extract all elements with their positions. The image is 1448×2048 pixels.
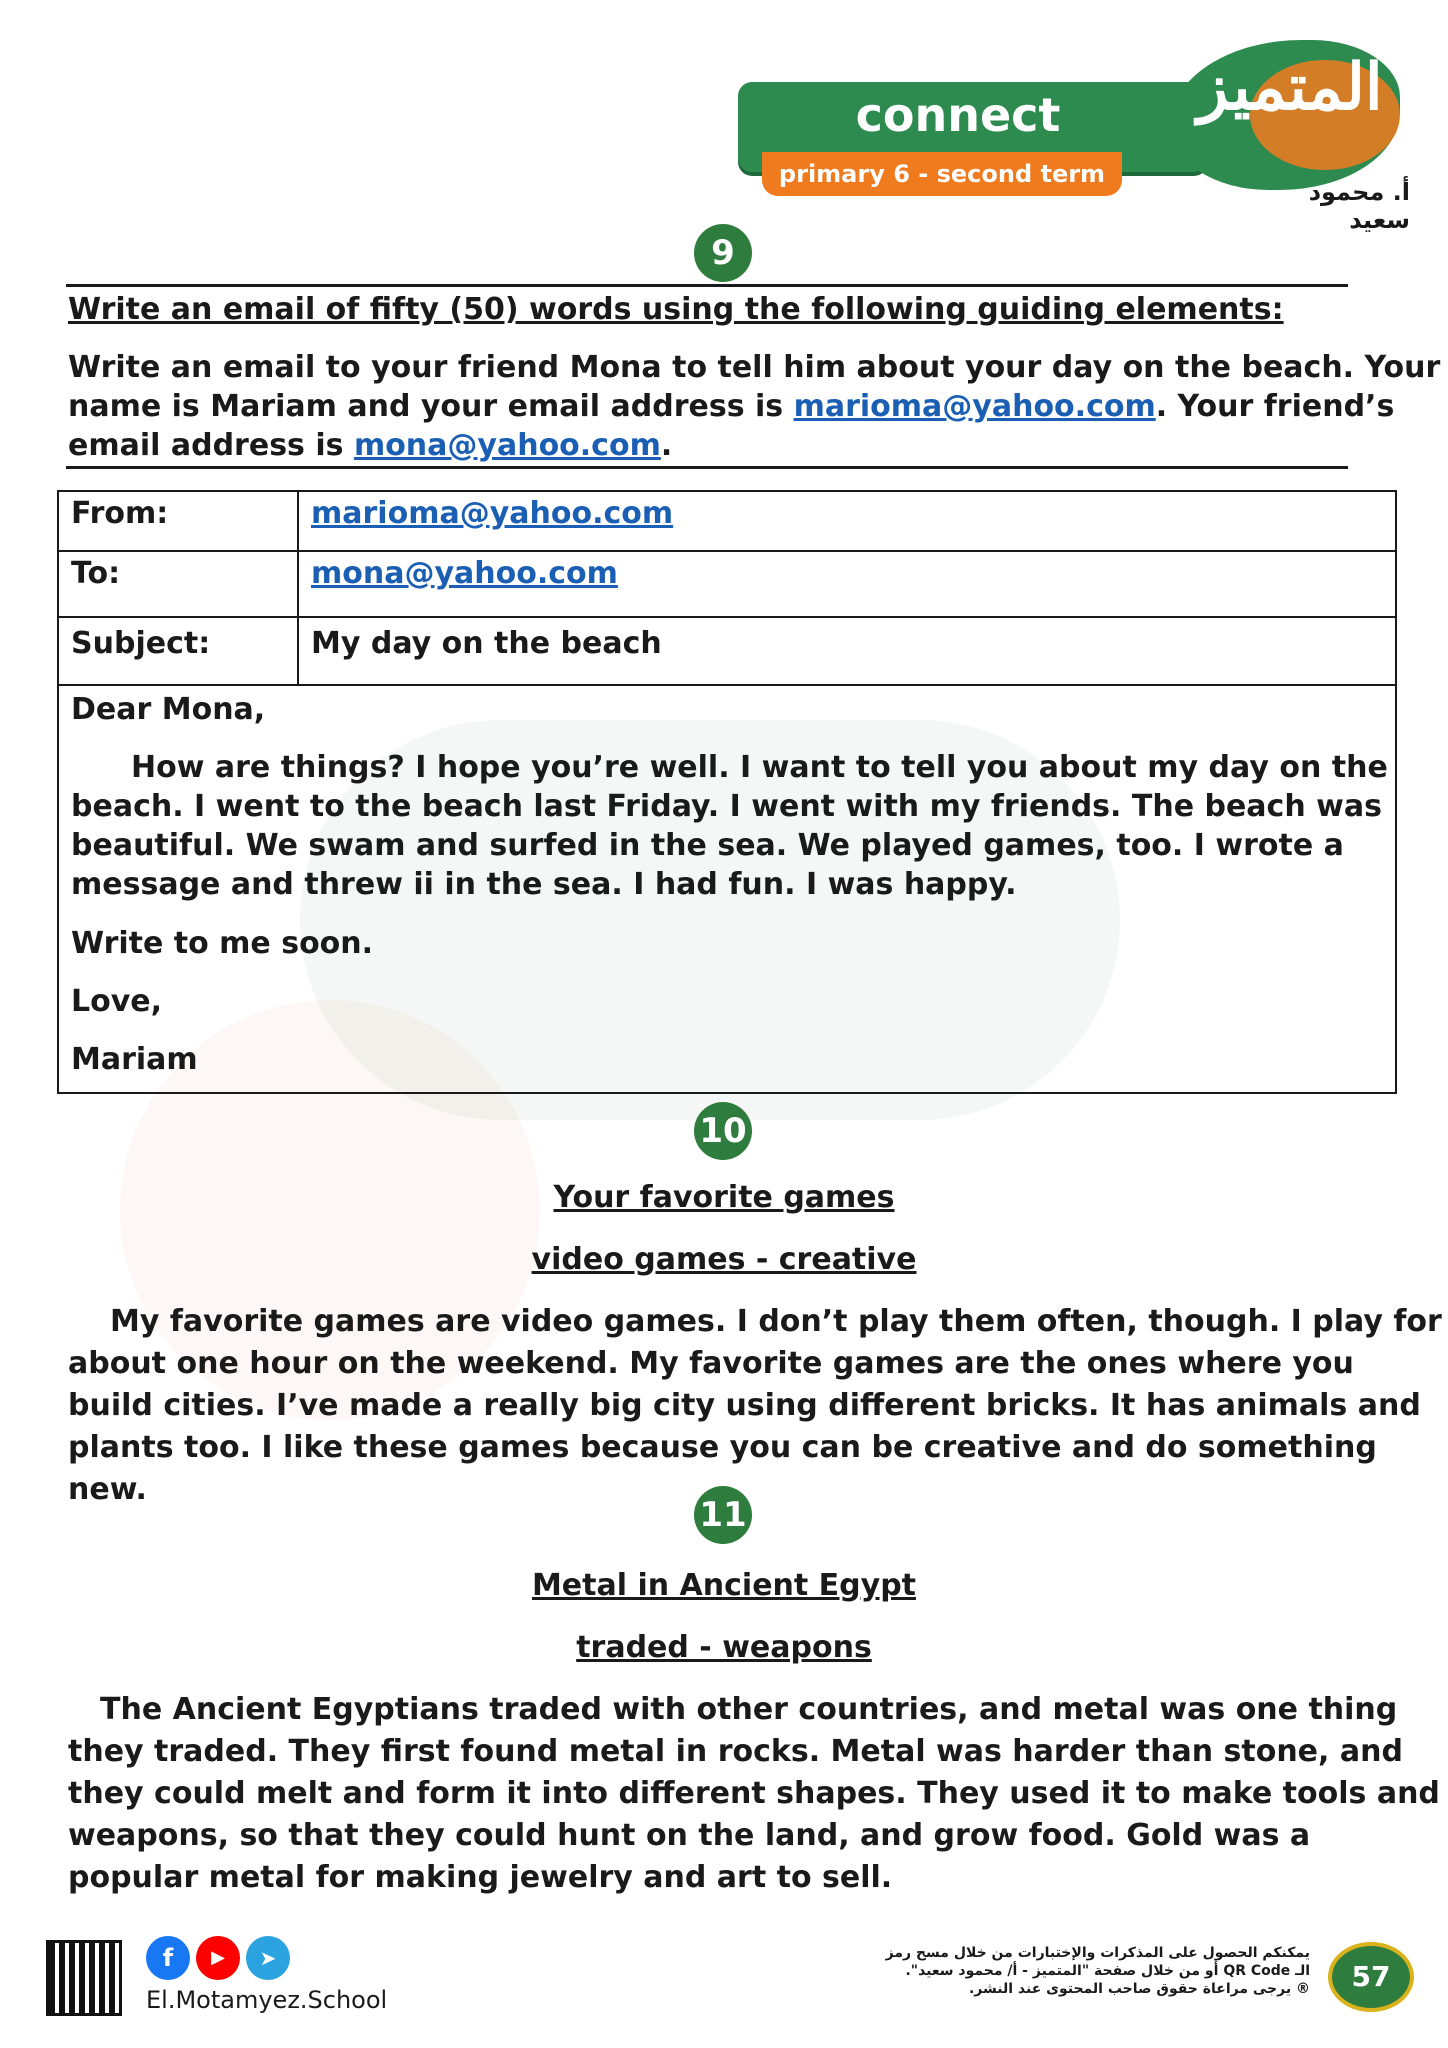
subject-label: Subject: [71, 626, 211, 661]
logo-name: المتميز [1197, 50, 1383, 125]
q11-keywords: traded - weapons [576, 1630, 872, 1665]
q11-line5: popular metal for making jewelry and art to sell. [68, 1860, 893, 1895]
q9-prompt-line2 [68, 387, 1394, 426]
subject-value: My day on the beach [311, 626, 662, 661]
question-10-badge: 10 [694, 1102, 752, 1160]
friend-email-link[interactable]: mona@yahoo.com [353, 428, 661, 463]
q10-line3: build cities. I’ve made a really big city using different bricks. It has animals and [68, 1388, 1421, 1423]
telegram-icon[interactable]: ➤ [246, 1936, 290, 1980]
q11-title: Metal in Ancient Egypt [531, 1568, 917, 1603]
to-value[interactable]: mona@yahoo.com [311, 556, 618, 591]
question-11-badge: 11 [694, 1486, 752, 1544]
email-closing-2: Love, [71, 984, 163, 1019]
email-closing-1: Write to me soon. [71, 926, 374, 961]
q11-line2: they traded. They first found metal in rocks. Metal was harder than stone, and [68, 1734, 1403, 1769]
from-label: From: [71, 496, 169, 531]
email-body-line1: How are things? I hope you’re well. I want to tell you about my day on the [131, 750, 1388, 785]
email-body-line4: message and threw ii in the sea. I had fun. I was happy. [71, 867, 1017, 902]
q10-keywords: video games - creative [531, 1242, 917, 1277]
divider-top [66, 284, 1348, 287]
divider-bottom [66, 466, 1348, 469]
header-subtitle: primary 6 - second term [762, 152, 1122, 196]
q10-line5: new. [68, 1472, 147, 1507]
page-number: 57 [1328, 1942, 1414, 2012]
youtube-icon[interactable]: ▶ [196, 1936, 240, 1980]
from-value[interactable]: marioma@yahoo.com [311, 496, 674, 531]
email-signature: Mariam [71, 1042, 198, 1077]
to-label: To: [71, 556, 121, 591]
q10-title: Your favorite games [553, 1180, 895, 1215]
q9-prompt-text: email address is [68, 428, 354, 463]
teacher-name: أ. محمود سعيد [1308, 178, 1410, 234]
email-from-row [59, 492, 1395, 552]
facebook-icon[interactable]: f [146, 1936, 190, 1980]
q9-prompt-text: name is Mariam and your email address is [68, 389, 794, 424]
cell-divider [297, 552, 299, 616]
q9-instruction: Write an email of fifty (50) words using the following guiding elements: [68, 292, 1284, 327]
q9-prompt-text: . [660, 428, 673, 463]
footer-notice [860, 1944, 1310, 1998]
cell-divider [297, 618, 299, 684]
footer-notice-line: الـ QR Code أو من خلال صفحة "المتميز - أ/ محمود سعيد". [905, 1963, 1310, 1979]
sender-email-link[interactable]: marioma@yahoo.com [793, 389, 1156, 424]
q9-prompt-line1: Write an email to your friend Mona to tell him about your day on the beach. Your [68, 350, 1441, 385]
email-body-line3: beautiful. We swam and surfed in the sea. We played games, too. I wrote a [71, 828, 1344, 863]
email-greeting: Dear Mona, [71, 692, 266, 727]
q9-prompt-line3 [68, 426, 672, 465]
footer-site: El.Motamyez.School [146, 1986, 388, 2014]
header-title: connect [855, 88, 1061, 142]
q9-prompt-text: . Your friend’s [1155, 389, 1395, 424]
email-body-line2: beach. I went to the beach last Friday. I went with my friends. The beach was [71, 789, 1382, 824]
email-form [57, 490, 1397, 1094]
q10-line1: My favorite games are video games. I don’t play them often, though. I play for [110, 1304, 1442, 1339]
question-9-badge: 9 [694, 224, 752, 282]
qr-code[interactable] [46, 1940, 122, 2016]
cell-divider [297, 492, 299, 550]
footer-notice-line: ® يرجى مراعاة حقوق صاحب المحتوى عند النشر. [968, 1981, 1310, 1997]
email-subject-row [59, 618, 1395, 686]
q10-line4: plants too. I like these games because you can be creative and do something [68, 1430, 1377, 1465]
q11-line1: The Ancient Egyptians traded with other countries, and metal was one thing [100, 1692, 1398, 1727]
q11-line3: they could melt and form it into different shapes. They used it to make tools and [68, 1776, 1440, 1811]
q10-line2: about one hour on the weekend. My favorite games are the ones where you [68, 1346, 1354, 1381]
q11-line4: weapons, so that they could hunt on the land, and grow food. Gold was a [68, 1818, 1311, 1853]
footer-notice-line: يمكنكم الحصول على المذكرات والإختبارات من خلال مسح رمز [885, 1945, 1310, 1961]
email-to-row [59, 552, 1395, 618]
